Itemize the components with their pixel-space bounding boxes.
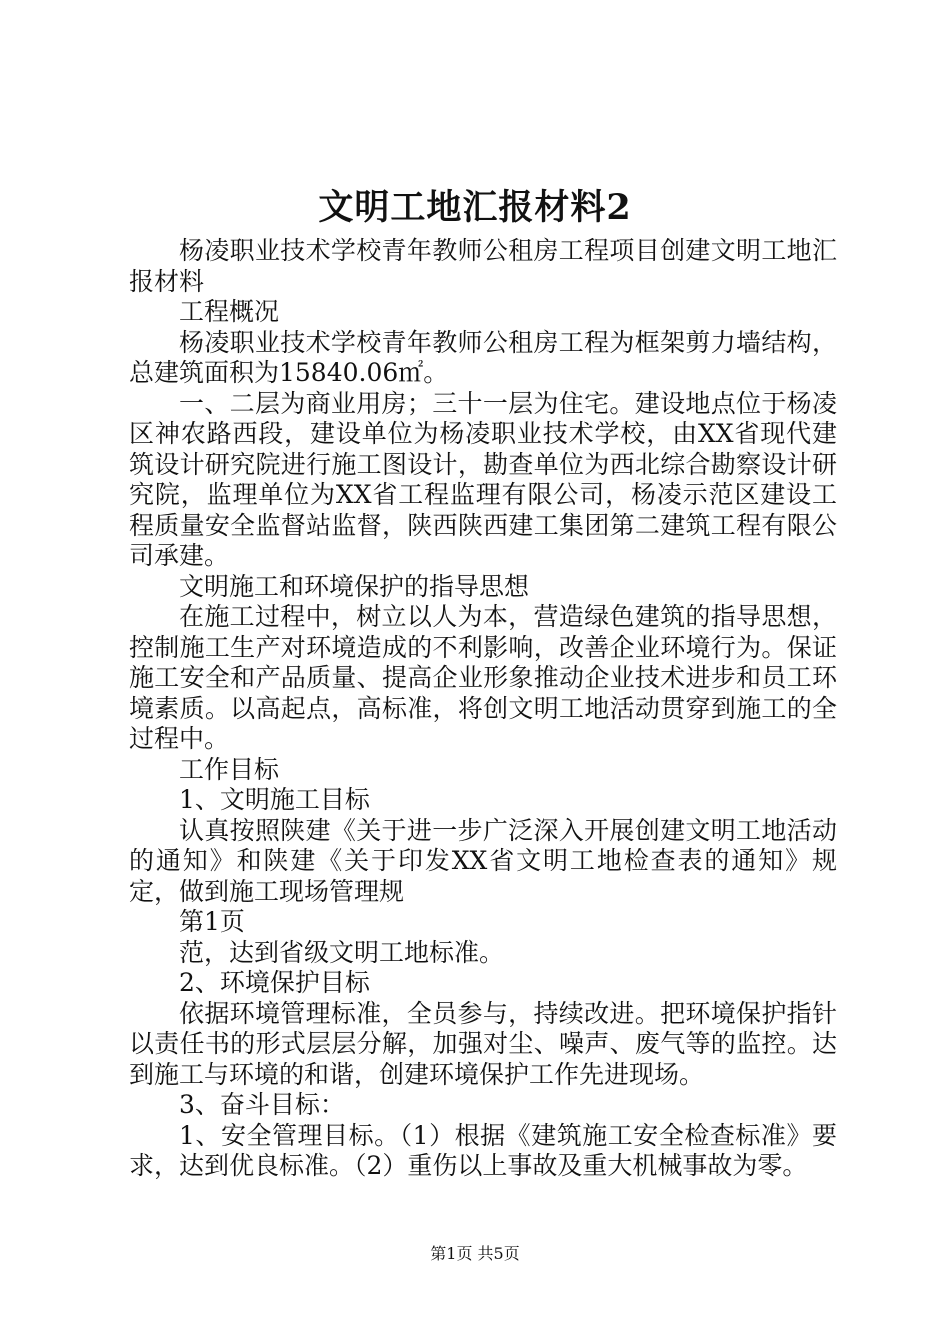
paragraph-safety-goal: 1、安全管理目标。（1）根据《建筑施工安全检查标准》要求，达到优良标准。（2）重伤以上事故及重大机械事故为零。 bbox=[129, 1120, 837, 1180]
paragraph-civilized-construction-goal: 认真按照陕建《关于进一步广泛深入开展创建文明工地活动的通知》和陕建《关于印发XX省文明工地检查表的通知》规定，做到施工现场管理规 bbox=[129, 815, 837, 906]
heading-work-goals: 工作目标 bbox=[179, 754, 280, 784]
document-title: 文明工地汇报材料2 bbox=[318, 187, 632, 228]
paragraph-building-info: 一、二层为商业用房；三十一层为住宅。建设地点位于杨凌区神农路西段，建设单位为杨凌职业技术学校，由XX省现代建筑设计研究院进行施工图设计，勘查单位为西北综合勘察设计研究院，监理单位为XX省工程监理有限公司，杨凌示范区建设工程质量安全监督站监督，陕西陕西建工集团第二建筑工程有限公司承建。 bbox=[129, 388, 837, 570]
inline-page-marker: 第1页 bbox=[179, 907, 245, 936]
paragraph-continuation: 范，达到省级文明工地标准。 bbox=[179, 937, 505, 967]
heading-project-overview: 工程概况 bbox=[179, 297, 280, 326]
paragraph-structure: 杨凌职业技术学校青年教师公租房工程为框架剪力墙结构，总建筑面积为15840.06㎡。 bbox=[129, 327, 837, 387]
heading-civilized-construction-goal: 1、文明施工目标 bbox=[179, 785, 370, 814]
heading-environment-goal: 2、环境保护目标 bbox=[179, 968, 370, 997]
page-footer: 第1页 共5页 bbox=[430, 1244, 520, 1263]
heading-striving-goal: 3、奋斗目标： bbox=[179, 1090, 345, 1119]
paragraph-project-title: 杨凌职业技术学校青年教师公租房工程项目创建文明工地汇报材料 bbox=[129, 236, 837, 296]
paragraph-guiding-ideology: 在施工过程中，树立以人为本，营造绿色建筑的指导思想，控制施工生产对环境造成的不利影响，改善企业环境行为。保证施工安全和产品质量、提高企业形象推动企业技术进步和员工环境素质。以高起点，高标准，将创文明工地活动贯穿到施工的全过程中。 bbox=[129, 602, 837, 753]
paragraph-environment-goal: 依据环境管理标准，全员参与，持续改进。把环境保护指针以责任书的形式层层分解，加强对尘、噪声、废气等的监控。达到施工与环境的和谐，创建环境保护工作先进现场。 bbox=[129, 998, 837, 1089]
heading-guiding-ideology: 文明施工和环境保护的指导思想 bbox=[179, 571, 530, 601]
document-body bbox=[129, 236, 837, 1182]
